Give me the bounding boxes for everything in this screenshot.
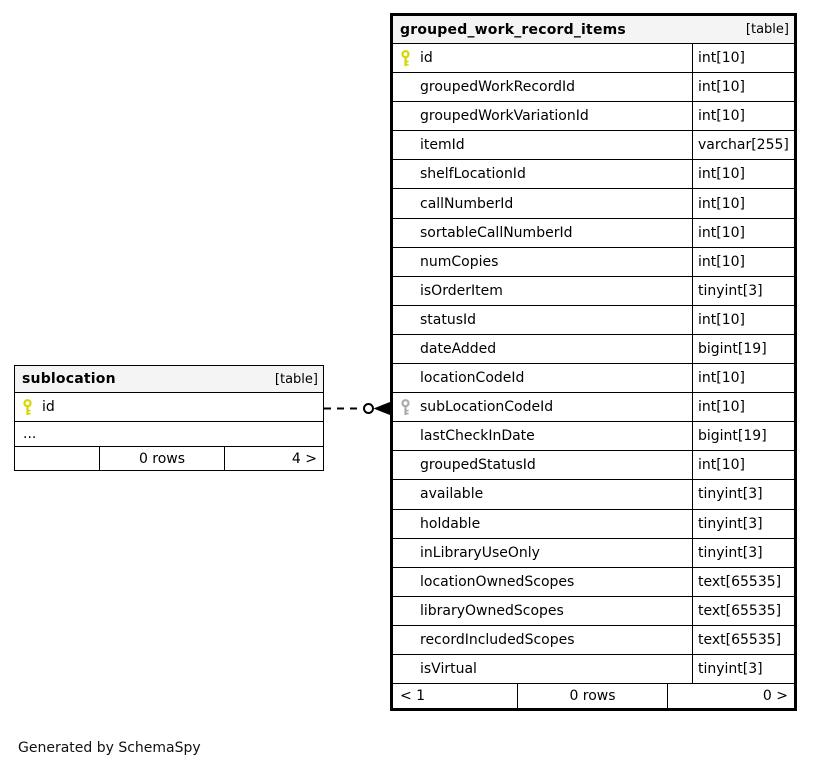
column-name: available — [420, 486, 484, 503]
column-name: isVirtual — [420, 661, 477, 678]
column-name: callNumberId — [420, 195, 514, 212]
column-type: int[10] — [698, 195, 745, 212]
column-name: groupedWorkVariationId — [420, 108, 589, 125]
table-row — [393, 568, 794, 597]
column-type: int[10] — [698, 50, 745, 67]
table-name[interactable]: sublocation — [22, 371, 116, 387]
column-type: bigint[19] — [698, 428, 767, 445]
column-type: text[65535] — [698, 631, 782, 648]
column-rows — [393, 44, 794, 684]
key-icon-slot — [400, 50, 420, 67]
table-row — [393, 539, 794, 568]
table-row — [393, 451, 794, 480]
key-icon-slot — [400, 399, 420, 416]
column-name-cell — [393, 160, 693, 188]
column-name: subLocationCodeId — [420, 399, 554, 416]
column-name-cell — [393, 102, 693, 130]
column-type: varchar[255] — [698, 137, 789, 154]
column-name-cell — [393, 655, 693, 683]
column-name: lastCheckInDate — [420, 428, 535, 445]
column-type: int[10] — [698, 253, 745, 270]
table-row — [393, 335, 794, 364]
column-name: inLibraryUseOnly — [420, 544, 540, 561]
column-type: int[10] — [698, 79, 745, 96]
column-name: itemId — [420, 137, 465, 154]
table-node-sublocation — [14, 365, 324, 471]
table-row — [393, 655, 794, 684]
column-type: tinyint[3] — [698, 661, 763, 678]
column-type: tinyint[3] — [698, 282, 763, 299]
parent-count: < 1 — [393, 684, 518, 708]
column-type: int[10] — [698, 399, 745, 416]
column-name-cell — [393, 393, 693, 421]
column-name-cell — [393, 480, 693, 508]
column-type: tinyint[3] — [698, 515, 763, 532]
child-count: 4 > — [291, 450, 317, 467]
fk-relationship-line — [324, 398, 390, 419]
foreign-key-icon — [400, 399, 411, 416]
column-type: bigint[19] — [698, 340, 767, 357]
column-name: id — [420, 50, 433, 67]
table-row — [393, 248, 794, 277]
column-name-cell — [393, 248, 693, 276]
column-name: groupedWorkRecordId — [420, 79, 575, 96]
column-name-cell — [393, 597, 693, 625]
column-name: locationCodeId — [420, 370, 525, 387]
column-name-cell — [393, 539, 693, 567]
column-name-cell — [393, 422, 693, 450]
hidden-columns-ellipsis: ... — [15, 422, 323, 447]
child-count: 0 > — [762, 688, 788, 704]
column-name-cell — [393, 568, 693, 596]
generated-by-note: Generated by SchemaSpy — [18, 740, 201, 756]
table-row — [15, 393, 323, 422]
table-row — [393, 219, 794, 248]
table-row — [393, 44, 794, 73]
table-row — [393, 160, 794, 189]
column-name-cell — [393, 364, 693, 392]
column-name: numCopies — [420, 253, 499, 270]
column-name-cell — [393, 626, 693, 654]
row-count: 0 rows — [518, 684, 668, 708]
table-type-tag: [table] — [745, 22, 789, 37]
relationship-arrowhead — [374, 402, 391, 415]
column-name: libraryOwnedScopes — [420, 602, 564, 619]
column-type: int[10] — [698, 370, 745, 387]
column-name: groupedStatusId — [420, 457, 536, 474]
column-type: tinyint[3] — [698, 486, 763, 503]
column-name-cell — [15, 393, 323, 421]
table-footer — [393, 684, 794, 708]
table-row — [393, 73, 794, 102]
column-rows — [15, 393, 323, 422]
column-name-cell — [393, 451, 693, 479]
column-type: text[65535] — [698, 573, 782, 590]
table-row — [393, 480, 794, 509]
column-name: sortableCallNumberId — [420, 224, 573, 241]
column-name: locationOwnedScopes — [420, 573, 575, 590]
column-name-cell — [393, 219, 693, 247]
table-type-tag: [table] — [274, 371, 318, 387]
table-row — [393, 306, 794, 335]
column-name-cell — [393, 189, 693, 217]
table-node-grouped-work-record-items — [390, 13, 797, 711]
key-icon-slot — [22, 399, 42, 416]
table-row — [393, 131, 794, 160]
relationship-circle-end — [364, 404, 373, 413]
table-header — [15, 366, 323, 393]
column-type: tinyint[3] — [698, 544, 763, 561]
table-row — [393, 393, 794, 422]
table-row — [393, 102, 794, 131]
column-name-cell — [393, 131, 693, 159]
column-name-cell — [393, 306, 693, 334]
column-name-cell — [393, 73, 693, 101]
column-name: holdable — [420, 515, 481, 532]
primary-key-icon — [22, 399, 33, 416]
table-name[interactable]: grouped_work_record_items — [400, 21, 626, 38]
column-type: int[10] — [698, 311, 745, 328]
column-type: text[65535] — [698, 602, 782, 619]
table-row — [393, 626, 794, 655]
column-name: recordIncludedScopes — [420, 631, 575, 648]
column-name: dateAdded — [420, 340, 497, 357]
column-type: int[10] — [698, 108, 745, 125]
column-name-cell — [393, 44, 693, 72]
column-type: int[10] — [698, 457, 745, 474]
table-row — [393, 189, 794, 218]
table-row — [393, 597, 794, 626]
primary-key-icon — [400, 50, 411, 67]
column-name: statusId — [420, 311, 477, 328]
column-name: shelfLocationId — [420, 166, 526, 183]
table-row — [393, 364, 794, 393]
column-name: id — [42, 399, 55, 415]
parent-count — [15, 447, 100, 470]
table-row — [393, 277, 794, 306]
table-footer — [15, 447, 323, 470]
table-row — [393, 422, 794, 451]
column-type: int[10] — [698, 224, 745, 241]
column-type: int[10] — [698, 166, 745, 183]
table-row — [393, 510, 794, 539]
row-count: 0 rows — [100, 447, 225, 470]
column-name-cell — [393, 510, 693, 538]
column-name: isOrderItem — [420, 282, 503, 299]
table-header — [393, 16, 794, 44]
column-name-cell — [393, 335, 693, 363]
column-name-cell — [393, 277, 693, 305]
